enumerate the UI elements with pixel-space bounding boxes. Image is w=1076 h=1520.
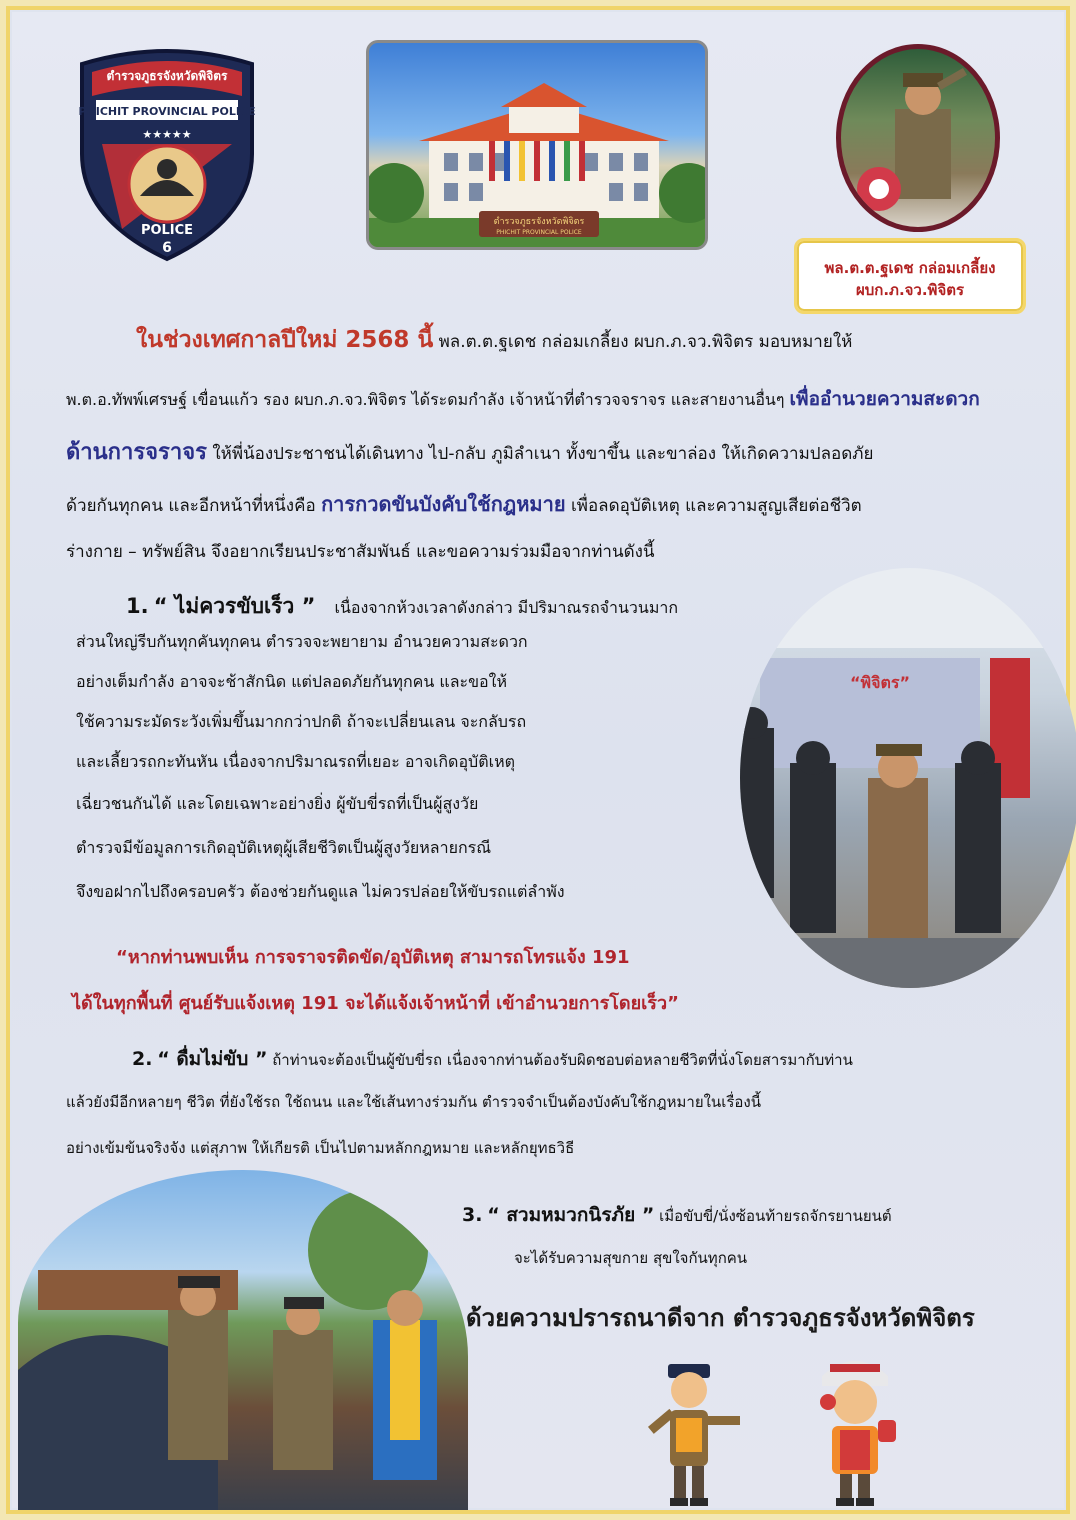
police-badge-logo (62, 44, 272, 264)
section1-line: ตำรวจมีข้อมูลการเกิดอุบัติเหตุผู้เสียชีวิตเป็นผู้สูงวัยหลายกรณี (76, 838, 492, 857)
traffic-police-radio-cartoon-icon (800, 1346, 910, 1510)
section3-number: 3. (462, 1204, 483, 1226)
section1-line: อย่างเต็มกำลัง อาจจะช้าสักนิด แต่ปลอดภัยกันทุกคน และขอให้ (76, 672, 507, 691)
section2-heading-line (132, 1044, 1076, 1074)
intro-line-3-text: ให้พี่น้องประชาชนได้เดินทาง ไป-กลับ ภูมิลำเนา ทั้งขาขึ้น และขาล่อง ให้เกิดความปลอดภัย (206, 444, 874, 464)
commander-name: พล.ต.ต.ฐเดช กล่อมเกลี้ยง (824, 259, 996, 277)
section1-line: เฉี่ยวชนกันได้ และโดยเฉพาะอย่างยิ่ง ผู้ขับขี่รถที่เป็นผู้สูงวัย (76, 794, 479, 813)
section1-line: จึงขอฝากไปถึงครอบครัว ต้องช่วยกันดูแล ไม่ควรปล่อยให้ขับรถแต่ลำพัง (76, 882, 565, 901)
badge-top-text: ตำรวจภูธรจังหวัดพิจิตร (106, 69, 228, 83)
intro-line-1-text: พล.ต.ต.ฐเดช กล่อมเกลี้ยง ผบก.ภ.จว.พิจิตร มอบหมายให้ (433, 332, 853, 352)
section2-number: 2. (132, 1048, 153, 1070)
section1-line: ใช้ความระมัดระวังเพิ่มขึ้นมากกว่าปกติ ถ้าจะเปลี่ยนเลน จะกลับรถ (76, 712, 527, 731)
intro-line-4 (66, 488, 1026, 520)
intro-highlight-convenience: เพื่ออำนวยความสะดวก (789, 388, 980, 410)
section1-first-line: เนื่องจากห้วงเวลาดังกล่าว มีปริมาณรถจำนวนมาก (334, 598, 679, 617)
closing-message: ด้วยความปรารถนาดีจาก ตำรวจภูธรจังหวัดพิจิตร (466, 1304, 975, 1332)
hotline-quote-line-2: ได้ในทุกพื้นที่ ศูนย์รับแจ้งเหตุ 191 จะได้แจ้งเจ้าหน้าที่ เข้าอำนวยการโดยเร็ว” (72, 993, 679, 1014)
section1-heading-line (126, 590, 1076, 623)
section1-line: และเลี้ยวรถกะทันหัน เนื่องจากปริมาณรถที่เยอะ อาจเกิดอุบัติเหตุ (76, 752, 515, 771)
commander-position: ผบก.ภ.จว.พิจิตร (855, 281, 965, 299)
headquarters-photo (366, 40, 708, 250)
intro-highlight-law: การกวดขันบังคับใช้กฎหมาย (321, 492, 566, 516)
section2-line: อย่างเข้มข้นจริงจัง แต่สุภาพ ให้เกียรติ เป็นไปตามหลักกฎหมาย และหลักยุทธวิธี (66, 1139, 575, 1157)
intro-line-2-text: พ.ต.อ.ทัพพ์เศรษฐ์ เขื่อนแก้ว รอง ผบก.ภ.จว.พิจิตร ได้ระดมกำลัง เจ้าหน้าที่ตำรวจจราจร และสายงานอื่นๆ (66, 390, 790, 409)
intro-line-1 (136, 322, 1076, 358)
section2-title: “ ดื่มไม่ขับ ” (157, 1048, 268, 1070)
commander-name-card (794, 238, 1026, 314)
intro-line-5: ร่างกาย – ทรัพย์สิน จึงอยากเรียนประชาสัมพันธ์ และขอความร่วมมือจากท่านดังนี้ (66, 542, 655, 562)
intro-highlight-traffic: ด้านการจราจร (66, 440, 207, 465)
section1-number: 1. (126, 594, 149, 618)
section3-first-line: เมื่อขับขี่/นั่งซ้อนท้ายรถจักรยานยนต์ (654, 1207, 892, 1225)
section3-title: “ สวมหมวกนิรภัย ” (487, 1204, 655, 1226)
intro-line-2 (66, 384, 1026, 414)
badge-police-text: POLICE (140, 223, 194, 238)
badge-number: 6 (162, 240, 172, 256)
hotline-quote-line-1: “หากท่านพบเห็น การจราจรติดขัด/อุบัติเหตุ สามารถโทรแจ้ง 191 (116, 947, 630, 968)
commander-portrait (836, 44, 1000, 232)
hq-sign-text: ตำรวจภูธรจังหวัดพิจิตร (493, 217, 585, 227)
intro-highlight-newyear: ในช่วงเทศกาลปีใหม่ 2568 นี้ (136, 327, 434, 353)
section1-line: ส่วนใหญ่รีบกันทุกคันทุกคน ตำรวจจะพยายาม อำนวยความสะดวก (76, 632, 528, 651)
section1-title: “ ไม่ควรขับเร็ว ” (153, 594, 316, 618)
badge-band-text: PHICHIT PROVINCIAL POLICE (78, 105, 256, 118)
section3-second-line: จะได้รับความสุขกาย สุขใจกันทุกคน (514, 1249, 748, 1267)
hq-sign-subtext: PHICHIT PROVINCIAL POLICE (496, 229, 582, 236)
intro-line-4-rest: เพื่อลดอุบัติเหตุ และความสูญเสียต่อชีวิต (565, 496, 862, 516)
commander-figure (841, 49, 995, 227)
badge-stars: ★★★★★ (142, 128, 192, 141)
section2-line: แล้วยังมีอีกหลายๆ ชีวิต ที่ยังใช้รถ ใช้ถนน และใช้เส้นทางร่วมกัน ตำรวจจำเป็นต้องบังคับใช้กฎหมายในเรื่องนี้ (66, 1093, 761, 1111)
section2-first-line: ถ้าท่านจะต้องเป็นผู้ขับขี่รถ เนื่องจากท่านต้องรับผิดชอบต่อหลายชีวิตที่นั่งโดยสารมากับท่าน (267, 1051, 853, 1069)
traffic-police-cartoon-icon (634, 1346, 744, 1510)
section3-heading-line (462, 1200, 1042, 1230)
intro-line-4-text: ด้วยกันทุกคน และอีกหน้าที่หนึ่งคือ (66, 496, 322, 516)
intro-line-3 (66, 434, 1026, 469)
team-banner-title: “พิจิตร” (850, 673, 910, 692)
headquarters-illustration (369, 43, 708, 250)
